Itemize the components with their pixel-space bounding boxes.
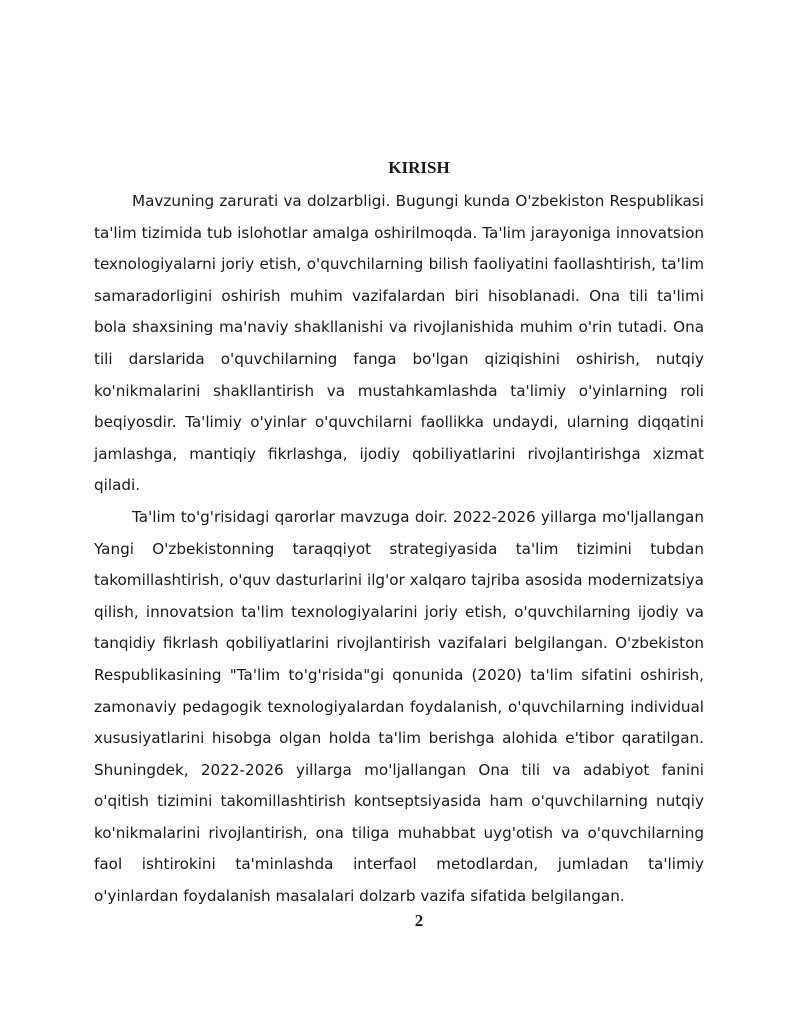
page-number: 2	[414, 911, 424, 930]
paragraph-legislation: Ta'lim to'g'risidagi qarorlar mavzuga doir. 2022-2026 yillarga mo'ljallangan Yangi O'zbekistonning taraqqiyot strategiyasida ta'lim tizimini tubdan takomillashtirish, o'quv dasturlarini ilg'or xalqaro tajriba asosida modernizatsiya qilish, innovatsion ta'lim texnologiyalarini joriy etish, o'quvchilarning ijodiy va tanqidiy fikrlash qobiliyatlarini rivojlantirish vazifalari belgilangan. O'zbekiston Respublikasining "Ta'lim to'g'risida"gi qonunida (2020) ta'lim sifatini oshirish, zamonaviy pedagogik texnologiyalardan foydalanish, o'quvchilarning individual xususiyatlarini hisobga olgan holda ta'lim berishga alohida e'tibor qaratilgan. Shuningdek, 2022-2026 yillarga mo'ljallangan Ona tili va adabiyot fanini o'qitish tizimini takomillashtirish kontseptsiyasida ham o'quvchilarning nutqiy ko'nikmalarini rivojlantirish, ona tiliga muhabbat uyg'otish va o'quvchilarning faol ishtirokini ta'minlashda interfaol metodlardan, jumladan ta'limiy o'yinlardan foydalanish masalalari dolzarb vazifa sifatida belgilangan.	[94, 507, 704, 906]
body-text	[94, 186, 704, 913]
paragraph-intro: Mavzuning zarurati va dolzarbligi. Bugungi kunda O'zbekiston Respublikasi ta'lim tizimida tub islohotlar amalga oshirilmoqda. Ta'lim jarayoniga innovatsion texnologiyalarni joriy etish, o'quvchilarning bilish faoliyatini faollashtirish, ta'lim samaradorligini oshirish muhim vazifalardan biri hisoblanadi. Ona tili ta'limi bola shaxsining ma'naviy shakllanishi va rivojlanishida muhim o'rin tutadi. Ona tili darslarida o'quvchilarning fanga bo'lgan qiziqishini oshirish, nutqiy ko'nikmalarini shakllantirish va mustahkamlashda ta'limiy o'yinlarning roli beqiyosdir. Ta'limiy o'yinlar o'quvchilarni faollikka undaydi, ularning diqqatini jamlashga, mantiqiy fikrlashga, ijodiy qobiliyatlarini rivojlantirishga xizmat qiladi.	[94, 192, 704, 495]
section-heading: KIRISH	[388, 158, 450, 177]
